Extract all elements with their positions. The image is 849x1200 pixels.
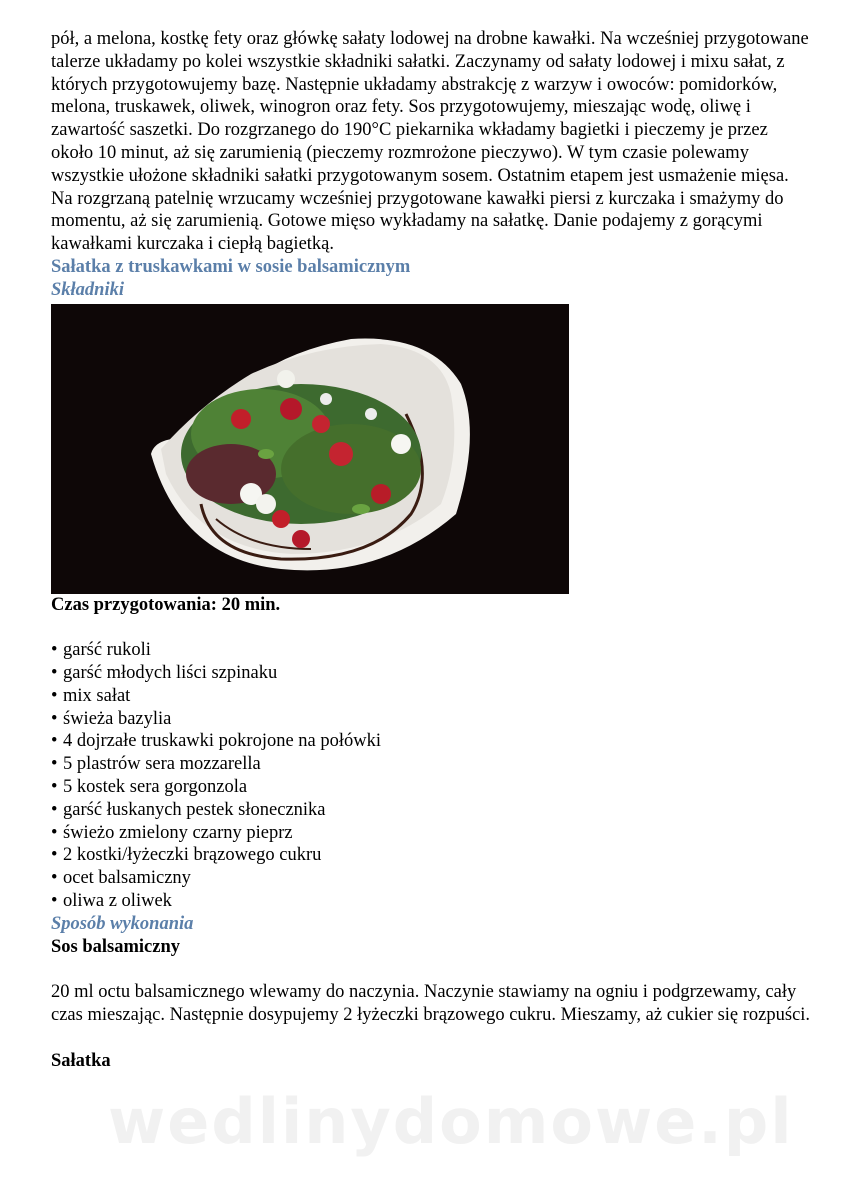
- ingredient-item: [51, 639, 811, 662]
- ingredient-item: [51, 730, 811, 753]
- bullet: •: [51, 890, 58, 911]
- spacer: [51, 1027, 811, 1050]
- ingredient-item: [51, 708, 811, 731]
- bullet: •: [51, 731, 58, 752]
- ingredient-text: garść młodych liści szpinaku: [63, 662, 278, 683]
- bullet: •: [51, 640, 58, 661]
- recipe-title: Sałatka z truskawkami w sosie balsamicznym: [51, 256, 411, 277]
- bullet: •: [51, 662, 58, 683]
- salad-photo: [51, 304, 569, 594]
- ingredient-item: [51, 662, 811, 685]
- bullet: •: [51, 868, 58, 889]
- bullet: •: [51, 708, 58, 729]
- sauce-paragraph: 20 ml octu balsamicznego wlewamy do naczynia. Naczynie stawiamy na ogniu i podgrzewamy, cały czas mieszając. Następnie dosypujemy 2 łyżeczki brązowego cukru. Mieszamy, aż cukier się rozpuści.: [51, 982, 811, 1025]
- bullet: •: [51, 799, 58, 820]
- ingredient-text: 2 kostki/łyżeczki brązowego cukru: [63, 845, 322, 866]
- ingredient-item: [51, 867, 811, 890]
- bullet: •: [51, 776, 58, 797]
- ingredients-heading: Składniki: [51, 279, 124, 300]
- ingredient-item: [51, 822, 811, 845]
- bullet: •: [51, 685, 58, 706]
- ingredient-text: świeżo zmielony czarny pieprz: [63, 822, 293, 843]
- ingredient-item: [51, 844, 811, 867]
- ingredient-text: oliwa z oliwek: [63, 890, 172, 911]
- watermark: wedlinydomowe.pl: [108, 1085, 794, 1158]
- bullet: •: [51, 845, 58, 866]
- ingredient-text: mix sałat: [63, 685, 131, 706]
- ingredients-list: [51, 639, 811, 913]
- salad-heading: Sałatka: [51, 1050, 111, 1071]
- ingredient-item: [51, 753, 811, 776]
- spacer: [51, 958, 811, 981]
- sauce-heading: Sos balsamiczny: [51, 936, 181, 957]
- ingredient-text: 4 dojrzałe truskawki pokrojone na połówki: [63, 731, 382, 752]
- ingredient-text: garść łuskanych pestek słonecznika: [63, 799, 326, 820]
- method-heading: Sposób wykonania: [51, 913, 194, 934]
- ingredient-text: ocet balsamiczny: [63, 868, 191, 889]
- ingredient-text: 5 plastrów sera mozzarella: [63, 754, 261, 775]
- bullet: •: [51, 754, 58, 775]
- ingredient-item: [51, 776, 811, 799]
- document-page: [51, 28, 811, 1072]
- spacer: [51, 616, 811, 639]
- ingredient-item: [51, 685, 811, 708]
- prep-time: Czas przygotowania: 20 min.: [51, 594, 281, 615]
- ingredient-text: 5 kostek sera gorgonzola: [63, 776, 248, 797]
- ingredient-item: [51, 890, 811, 913]
- salad-plate-illustration: [51, 304, 569, 594]
- ingredient-text: świeża bazylia: [63, 708, 172, 729]
- intro-paragraph: pół, a melona, kostkę fety oraz główkę sałaty lodowej na drobne kawałki. Na wcześniej przygotowane talerze układamy po kolei wszystkie składniki sałatki. Zaczynamy od sałaty lodowej i mixu sałat, z których przygotowujemy bazę. Następnie układamy abstrakcję z warzyw i owoców: pomidorków, melona, truskawek, oliwek, winogron oraz fety. Sos przygotowujemy, mieszając wodę, oliwę i zawartość saszetki. Do rozgrzanego do 190°C piekarnika wkładamy bagietki i pieczemy je przez około 10 minut, aż się zarumienią (pieczemy rozmrożone pieczywo). W tym czasie polewamy wszystkie ułożone składniki sałatki przygotowanym sosem. Ostatnim etapem jest usmażenie mięsa. Na rozgrzaną patelnię wrzucamy wcześniej przygotowane kawałki piersi z kurczaka i smażymy do momentu, aż się zarumienią. Gotowe mięso wykładamy na sałatkę. Danie podajemy z gorącymi kawałkami kurczaka i ciepłą bagietką.: [51, 29, 809, 255]
- ingredient-item: [51, 799, 811, 822]
- bullet: •: [51, 822, 58, 843]
- ingredient-text: garść rukoli: [63, 640, 151, 661]
